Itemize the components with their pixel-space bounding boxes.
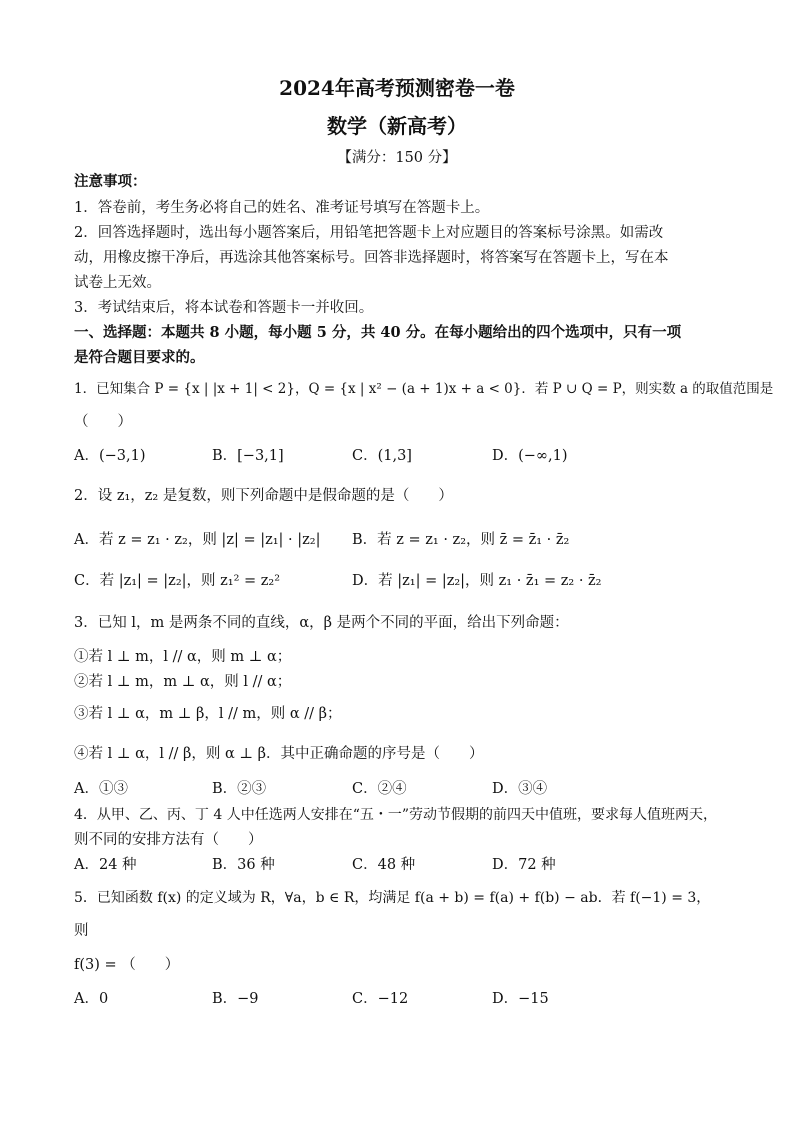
full-score: 【满分：150 分】 [337,150,457,166]
q3-option-b: B．②③ [212,781,267,797]
q3-statement-3: ③若 l ⊥ α，m ⊥ β，l // m，则 α // β； [74,706,342,722]
q5-option-c: C．−12 [352,991,409,1007]
q4-option-d: D．72 种 [492,857,556,873]
q3-option-c: C．②④ [352,781,407,797]
note-1: 1．答卷前，考生务必将自己的姓名、准考证号填写在答题卡上。 [74,200,490,216]
notes-heading: 注意事项： [74,173,147,190]
q4-option-a: A．24 种 [74,857,137,873]
q1-stem: 1．已知集合 P = {x | |x + 1| < 2}，Q = {x | x² − (a + 1)x + a < 0}．若 P ∪ Q = P，则实数 a 的取值范围是 [74,381,774,397]
q1-option-c: C．(1,3] [352,448,412,464]
q5-question: f(3) = （ ） [74,957,180,973]
q2-stem: 2．设 z₁，z₂ 是复数，则下列命题中是假命题的是（ ） [74,488,453,504]
q1-option-d: D．(−∞,1) [492,448,568,464]
q1-option-a: A．(−3,1) [74,448,146,464]
note-2-line-2: 动，用橡皮擦干净后，再选涂其他答案标号。回答非选择题时，将答案写在答题卡上，写在本 [74,250,669,266]
q5-option-b: B．−9 [212,991,259,1007]
q2-option-a: A．若 z = z₁ · z₂，则 |z| = |z₁| · |z₂| [74,532,321,548]
q5-stem: 5．已知函数 f(x) 的定义域为 R，∀a，b ∈ R，均满足 f(a + b) = f(a) + f(b) − ab．若 f(−1) = 3， [74,890,711,906]
note-2-line-3: 试卷上无效。 [74,275,161,291]
q3-statement-1: ①若 l ⊥ m，l // α，则 m ⊥ α； [74,649,292,665]
q3-option-a: A．①③ [74,781,128,797]
q1-option-b: B．[−3,1] [212,448,284,464]
q1-answer-paren: （ ） [74,414,132,430]
q3-statement-4: ④若 l ⊥ α，l // β，则 α ⊥ β．其中正确命题的序号是（ ） [74,746,484,762]
note-2-line-1: 2．回答选择题时，选出每小题答案后，用铅笔把答题卡上对应题目的答案标号涂黑。如需改 [74,225,664,241]
exam-title: 2024年高考预测密卷一卷 [279,76,515,100]
q2-option-d: D．若 |z₁| = |z₂|，则 z₁ · z̄₁ = z₂ · z̄₂ [352,573,602,589]
q4-stem-line-2: 则不同的安排方法有（ ） [74,832,263,848]
note-3: 3．考试结束后，将本试卷和答题卡一并收回。 [74,300,374,316]
section-heading-line-1: 一、选择题：本题共 8 小题，每小题 5 分，共 40 分。在每小题给出的四个选项中，只有一项 [74,324,682,341]
q2-option-b: B．若 z = z₁ · z₂，则 z̄ = z̄₁ · z̄₂ [352,532,570,548]
q3-statement-2: ②若 l ⊥ m，m ⊥ α，则 l // α； [74,674,292,690]
section-heading-line-2: 是符合题目要求的。 [74,349,205,366]
q5-option-d: D．−15 [492,991,549,1007]
q3-option-d: D．③④ [492,781,548,797]
q5-option-a: A．0 [74,991,109,1007]
q4-stem-line-1: 4．从甲、乙、丙、丁 4 人中任选两人安排在“五・一”劳动节假期的前四天中值班，要求每人值班两天， [74,807,718,823]
q2-option-c: C．若 |z₁| = |z₂|，则 z₁² = z₂² [74,573,281,589]
q3-stem: 3．已知 l，m 是两条不同的直线，α，β 是两个不同的平面，给出下列命题： [74,615,569,631]
exam-subtitle: 数学（新高考） [327,114,467,138]
q5-then: 则 [74,923,89,939]
q4-option-b: B．36 种 [212,857,275,873]
q4-option-c: C．48 种 [352,857,416,873]
